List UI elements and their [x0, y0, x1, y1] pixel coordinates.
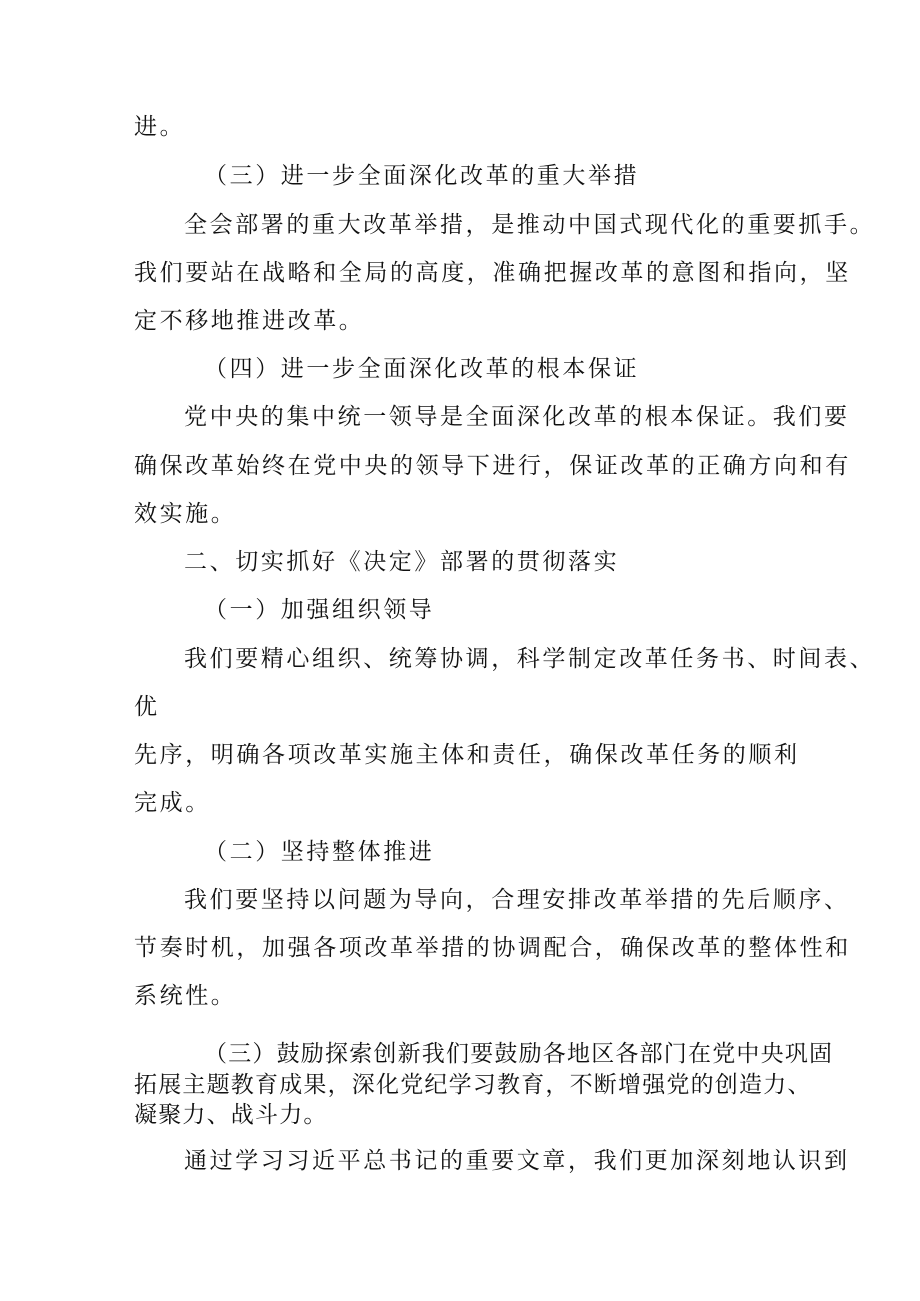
section-heading: （四）进一步全面深化改革的根本保证 [204, 356, 640, 382]
text-line: 我们要坚持以问题为导向，合理安排改革举措的先后顺序、 [184, 887, 850, 913]
text-line: 党中央的集中统一领导是全面深化改革的根本保证。我们要 [184, 404, 850, 430]
section-heading: （三）鼓励探索创新我们要鼓励各地区各部门在党中央巩固 [204, 1041, 834, 1067]
text-line: 定不移地推进改革。 [134, 308, 365, 334]
section-heading: （二）坚持整体推进 [204, 839, 435, 865]
section-heading: （一）加强组织领导 [204, 597, 435, 623]
text-line: 节奏时机，加强各项改革举措的协调配合，确保改革的整体性和 [134, 935, 851, 961]
text-line: 我们要站在战略和全局的高度，准确把握改革的意图和指向，坚 [134, 260, 851, 286]
text-line: 通过学习习近平总书记的重要文章，我们更加深刻地认识到 [184, 1148, 850, 1174]
section-heading: （三）进一步全面深化改革的重大举措 [204, 163, 640, 189]
text-line: 确保改革始终在党中央的领导下进行，保证改革的正确方向和有 [134, 453, 851, 479]
text-line: 先序，明确各项改革实施主体和责任，确保改革任务的顺利 [134, 742, 800, 768]
chapter-heading: 二、切实抓好《决定》部署的贯彻落实 [184, 549, 620, 575]
text-line: 全会部署的重大改革举措，是推动中国式现代化的重要抓手。 [184, 212, 876, 238]
text-line: 凝聚力、战斗力。 [134, 1102, 328, 1128]
text-line: 拓展主题教育成果，深化党纪学习教育，不断增强党的创造力、 [134, 1072, 812, 1098]
text-line: 系统性。 [134, 983, 237, 1009]
text-line: 我们要精心组织、统筹协调，科学制定改革任务书、时间表、 [184, 646, 876, 672]
text-line: 效实施。 [134, 501, 237, 527]
text-line: 进。 [134, 114, 186, 140]
text-line: 完成。 [134, 790, 211, 816]
text-line: 优 [134, 694, 160, 720]
